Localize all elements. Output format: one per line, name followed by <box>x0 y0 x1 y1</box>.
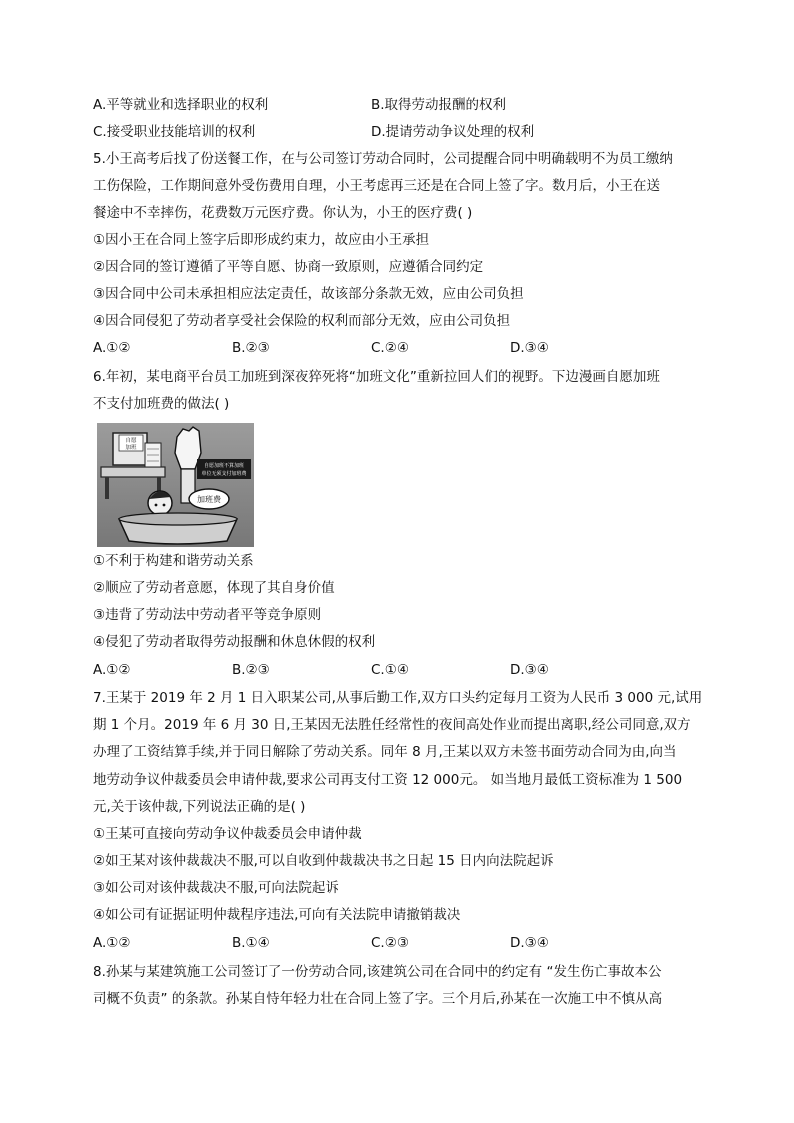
overtime-cartoon <box>97 423 254 547</box>
q8-stem-line-2: 司概不负责” 的条款。孙某自恃年轻力壮在合同上签了字。三个月后,孙某在一次施工中不慎从高 <box>93 991 663 1007</box>
q7-statement-1: ①王某可直接向劳动争议仲裁委员会申请仲裁 <box>93 826 362 842</box>
q8-stem-line-1: 8.孙某与某建筑施工公司签订了一份劳动合同,该建筑公司在合同中的约定有 “发生伤亡事故本公 <box>93 964 662 980</box>
q7-option-c: C.②③ <box>371 935 409 951</box>
q7-statement-3: ③如公司对该仲裁裁决不服,可向法院起诉 <box>93 880 339 896</box>
q6-statement-4: ④侵犯了劳动者取得劳动报酬和休息休假的权利 <box>93 634 376 650</box>
cartoon-sign-line-2: 单位无须支付加班费 <box>201 471 247 477</box>
q5-statement-1: ①因小王在合同上签字后即形成约束力，故应由小王承担 <box>93 232 430 248</box>
cartoon-sign-line-1: 自愿加班不算加班 <box>203 463 245 469</box>
q5-option-d: D.③④ <box>510 340 549 356</box>
q7-stem-line-2: 期 1 个月。2019 年 6 月 30 日,王某因无法胜任经常性的夜间高处作业而提出离职,经公司同意,双方 <box>93 717 691 733</box>
q4-option-a: A.平等就业和选择职业的权利 <box>93 97 269 113</box>
svg-text:加班: 加班 <box>125 445 137 451</box>
q6-option-d: D.③④ <box>510 662 549 678</box>
q5-option-a: A.①② <box>93 340 131 356</box>
q4-option-b: B.取得劳动报酬的权利 <box>371 97 507 113</box>
q7-statement-2: ②如王某对该仲裁裁决不服,可以自收到仲裁裁决书之日起 15 日内向法院起诉 <box>93 853 554 869</box>
q5-statement-3: ③因合同中公司未承担相应法定责任，故该部分条款无效，应由公司负担 <box>93 286 524 302</box>
q6-stem-line-1: 6.年初，某电商平台员工加班到深夜猝死将“加班文化”重新拉回人们的视野。下边漫画自愿加班 <box>93 369 660 385</box>
q7-option-d: D.③④ <box>510 935 549 951</box>
q4-option-c: C.接受职业技能培训的权利 <box>93 124 256 140</box>
q7-statement-4: ④如公司有证据证明仲裁程序违法,可向有关法院申请撤销裁决 <box>93 907 461 923</box>
q5-option-c: C.②④ <box>371 340 409 356</box>
q7-stem-line-5: 元,关于该仲裁,下列说法正确的是( ) <box>93 799 306 815</box>
q6-statement-1: ①不利于构建和谐劳动关系 <box>93 553 254 569</box>
q5-option-b: B.②③ <box>232 340 270 356</box>
q7-option-b: B.①④ <box>232 935 270 951</box>
q4-option-d: D.提请劳动争议处理的权利 <box>371 124 535 140</box>
q7-stem-line-4: 地劳动争议仲裁委员会申请仲裁,要求公司再支付工资 12 000元。 如当地月最低工资标准为 1 500 <box>93 772 683 788</box>
q6-option-c: C.①④ <box>371 662 409 678</box>
q6-statement-2: ②顺应了劳动者意愿，体现了其自身价值 <box>93 580 335 596</box>
q5-stem-line-3: 餐途中不幸摔伤，花费数万元医疗费。你认为，小王的医疗费( ) <box>93 205 473 221</box>
q7-stem-line-1: 7.王某于 2019 年 2 月 1 日入职某公司,从事后勤工作,双方口头约定每月工资为人民币 3 000 元,试用 <box>93 690 703 706</box>
q6-option-a: A.①② <box>93 662 131 678</box>
q6-statement-3: ③违背了劳动法中劳动者平等竞争原则 <box>93 607 322 623</box>
q5-statement-4: ④因合同侵犯了劳动者享受社会保险的权利而部分无效，应由公司负担 <box>93 313 511 329</box>
q7-option-a: A.①② <box>93 935 131 951</box>
q6-option-b: B.②③ <box>232 662 270 678</box>
svg-text:自愿: 自愿 <box>125 438 137 444</box>
q5-statement-2: ②因合同的签订遵循了平等自愿、协商一致原则，应遵循合同约定 <box>93 259 484 275</box>
q5-stem-line-2: 工伤保险，工作期间意外受伤费用自理，小王考虑再三还是在合同上签了字。数月后，小王在送 <box>93 178 660 194</box>
q6-stem-line-2: 不支付加班费的做法( ) <box>93 396 230 412</box>
cartoon-bubble-text: 加班费 <box>197 495 221 504</box>
q5-stem-line-1: 5.小王高考后找了份送餐工作，在与公司签订劳动合同时，公司提醒合同中明确载明不为员工缴纳 <box>93 151 673 167</box>
q7-stem-line-3: 办理了工资结算手续,并于同日解除了劳动关系。同年 8 月,王某以双方未签书面劳动合同为由,向当 <box>93 744 677 760</box>
